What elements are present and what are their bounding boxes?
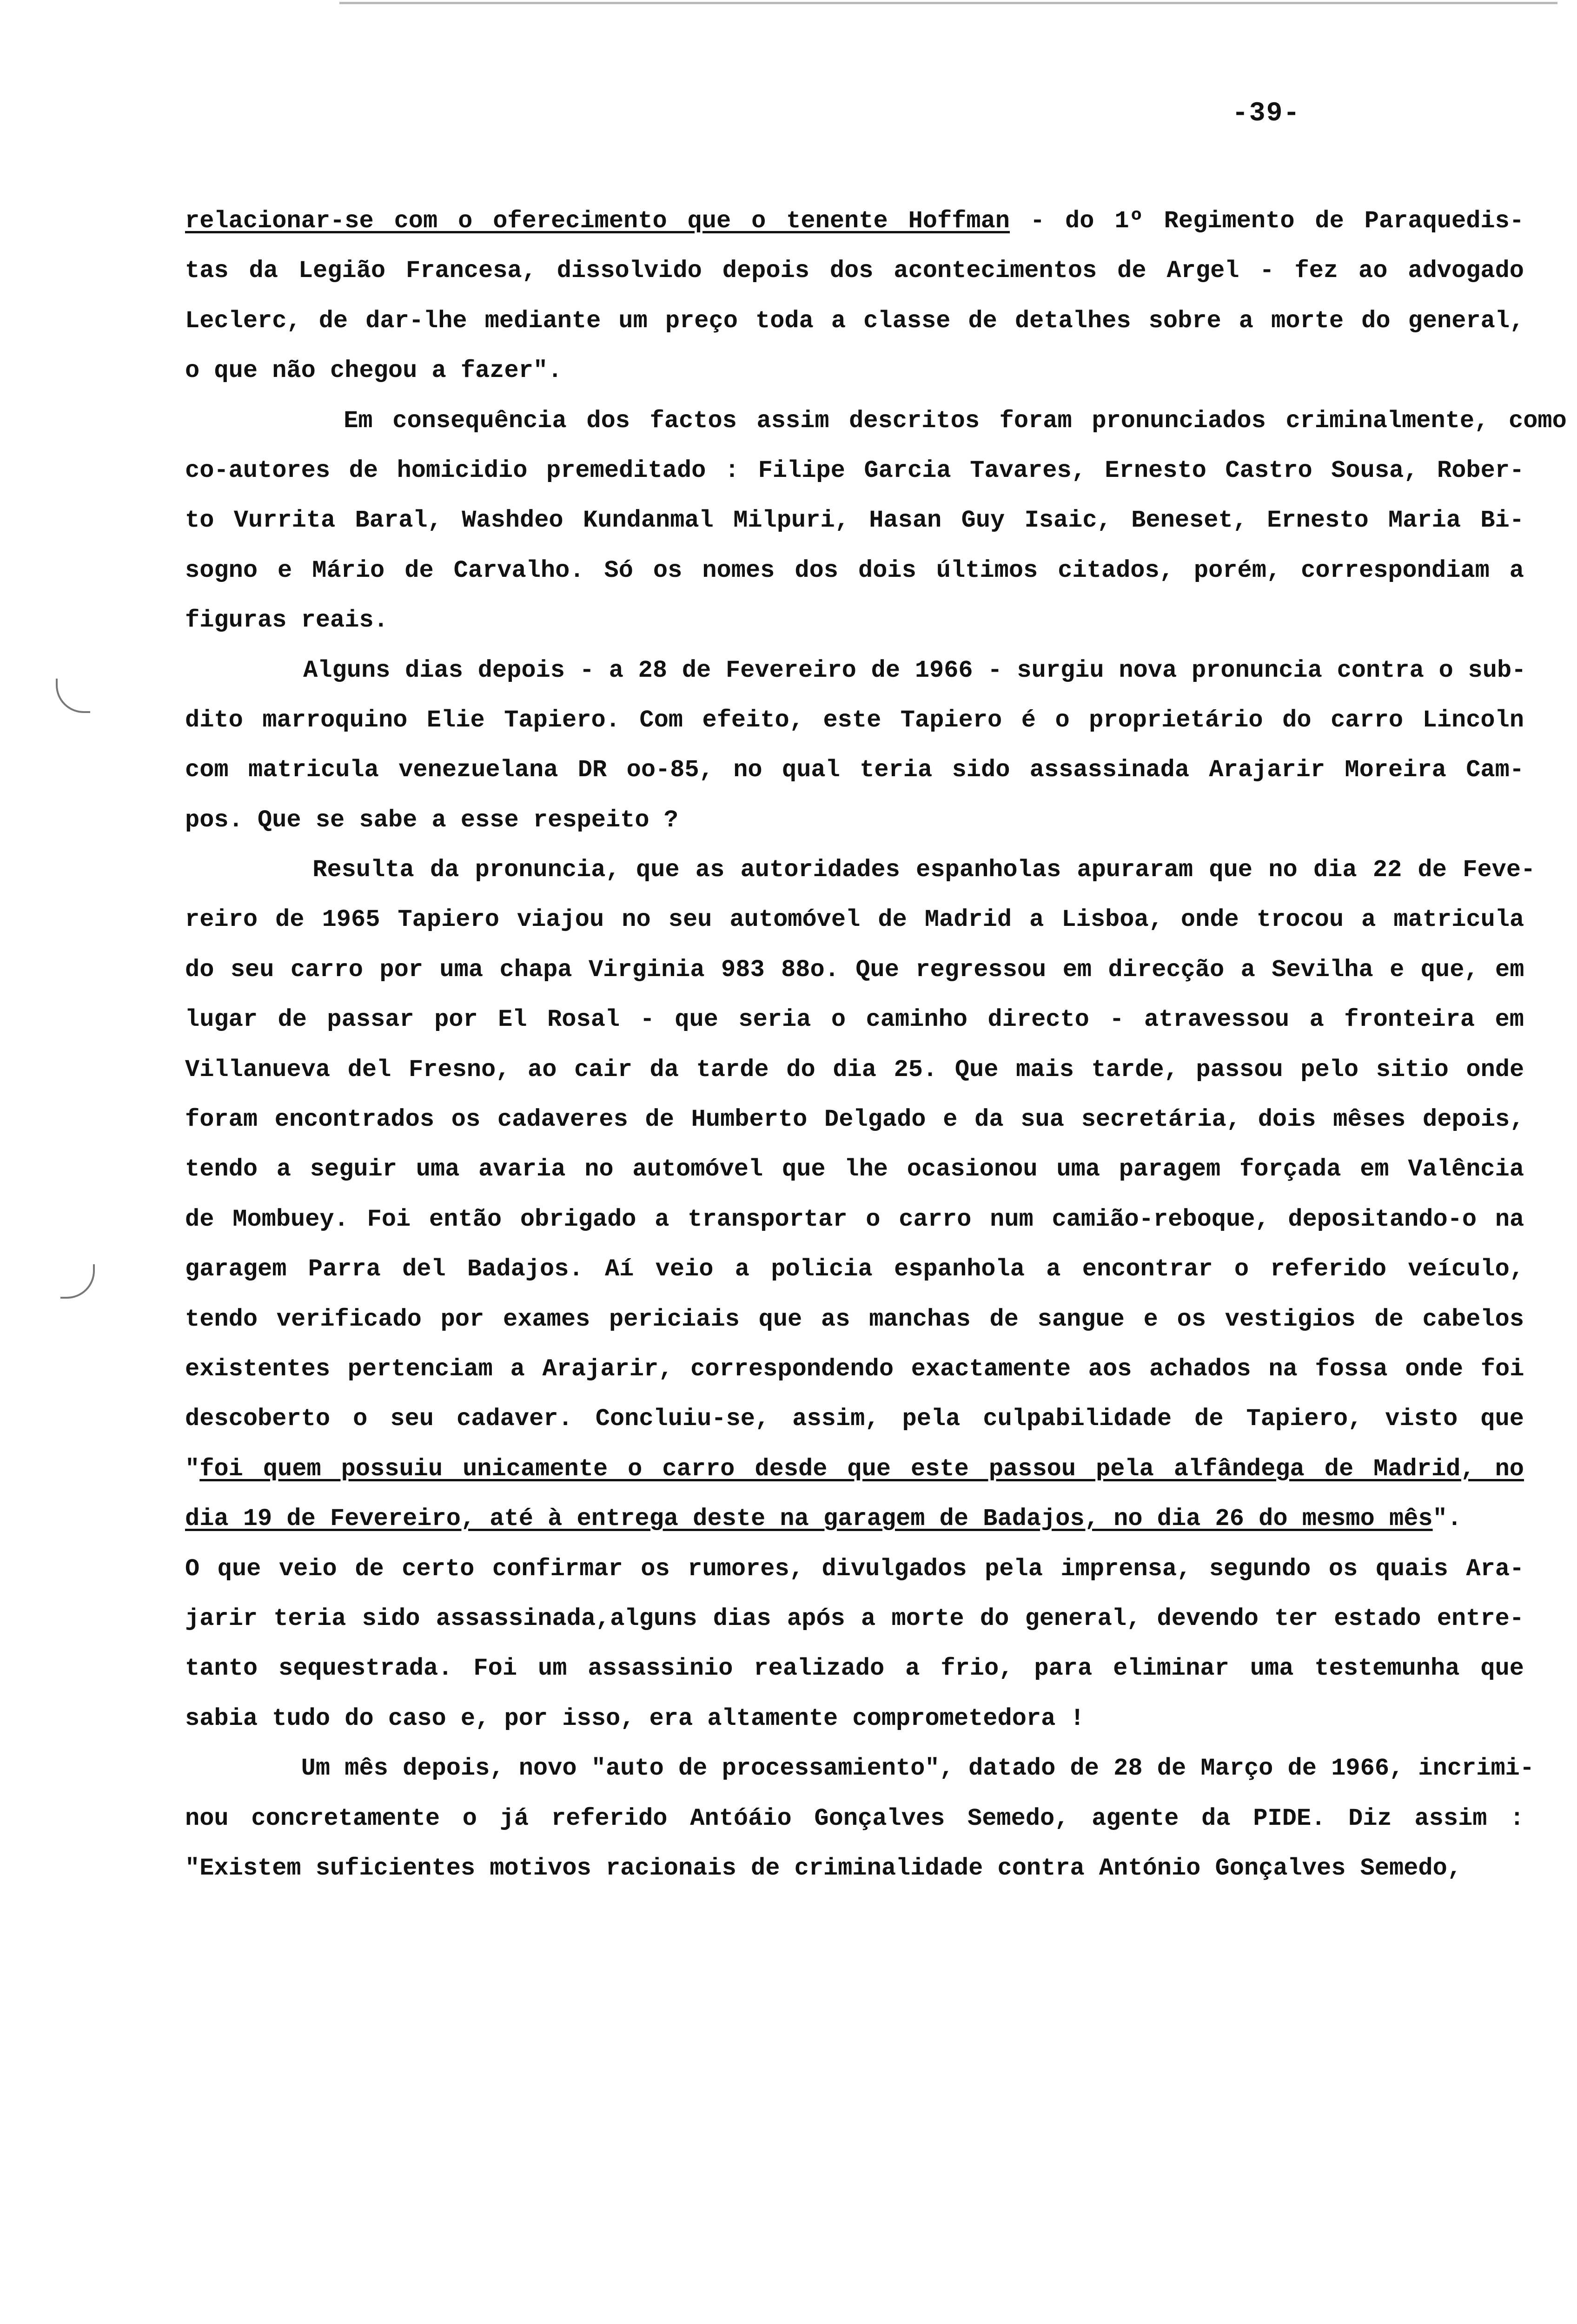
text-span: to Vurrita Baral, Washdeo Kundanmal Milpuri, Hasan Guy Isaic, Beneset, Ernesto Maria Bi- <box>185 507 1524 535</box>
text-line <box>185 246 1524 296</box>
text-span: Em consequência dos factos assim descritos foram pronunciados criminalmente, como <box>185 407 1567 435</box>
text-line <box>185 895 1524 944</box>
text-span: do seu carro por uma chapa Virginia 983 88o. Que regressou em direcção a Sevilha e que, em <box>185 956 1524 984</box>
text-span: tas da Legião Francesa, dissolvido depois dos acontecimentos de Argel - fez ao advogado <box>185 257 1524 285</box>
text-span: Resulta da pronuncia, que as autoridades espanholas apuraram que no dia 22 de Feve- <box>185 856 1536 884</box>
text-line <box>185 995 1524 1044</box>
text-line <box>185 1494 1524 1544</box>
text-line <box>185 1394 1524 1444</box>
text-line <box>185 1694 1524 1743</box>
underlined-text: foi quem possuiu unicamente o carro desde que este passou pela alfândega de Madrid, no <box>199 1455 1524 1483</box>
underlined-text: dia 19 de Fevereiro, até à entrega deste na garagem de Badajos, no dia 26 do mesmo mês <box>185 1505 1433 1533</box>
text-line <box>185 745 1524 795</box>
text-span: Villanueva del Fresno, ao cair da tarde do dia 25. Que mais tarde, passou pelo sitio onde <box>185 1056 1524 1083</box>
text-span: tendo verificado por exames periciais que as manchas de sangue e os vestigios de cabelos <box>185 1305 1524 1333</box>
text-line <box>185 1544 1524 1594</box>
text-span: tendo a seguir uma avaria no automóvel que lhe ocasionou uma paragem forçada em Valência <box>185 1155 1524 1183</box>
text-line <box>185 595 1524 645</box>
text-span: foram encontrados os cadaveres de Humberto Delgado e da sua secretária, dois mêses depois, <box>185 1106 1524 1134</box>
text-line <box>185 1743 1535 1793</box>
text-span: existentes pertenciam a Arajarir, correspondendo exactamente aos achados na fossa onde foi <box>185 1355 1524 1383</box>
text-line <box>185 546 1524 595</box>
text-span: ". <box>1432 1505 1462 1533</box>
text-line <box>185 1144 1524 1194</box>
text-span: O que veio de certo confirmar os rumores, divulgados pela imprensa, segundo os quais Ara- <box>185 1555 1524 1583</box>
text-line <box>185 1444 1524 1494</box>
text-span: lugar de passar por El Rosal - que seria o caminho directo - atravessou a fronteira em <box>185 1006 1524 1034</box>
text-span: sabia tudo do caso e, por isso, era altamente comprometedora ! <box>185 1704 1085 1732</box>
margin-mark <box>56 679 90 713</box>
text-span: pos. Que se sabe a esse respeito ? <box>185 806 678 834</box>
text-line <box>185 196 1524 246</box>
text-line <box>185 1045 1524 1095</box>
text-span: sogno e Mário de Carvalho. Só os nomes dos dois últimos citados, porém, correspondiam a <box>185 556 1524 584</box>
top-rule <box>339 2 1557 4</box>
text-line <box>185 296 1524 346</box>
text-span: "Existem suficientes motivos racionais de criminalidade contra António Gonçalves Semedo, <box>185 1854 1462 1882</box>
text-span: dito marroquino Elie Tapiero. Com efeito, este Tapiero é o proprietário do carro Lincoln <box>185 706 1524 734</box>
text-span: Alguns dias depois - a 28 de Fevereiro de 1966 - surgiu nova pronuncia contra o sub- <box>185 656 1526 684</box>
text-line <box>185 495 1524 545</box>
text-line <box>185 945 1524 995</box>
text-span: Um mês depois, novo "auto de processamiento", datado de 28 de Março de 1966, incrimi- <box>185 1755 1535 1783</box>
text-span: garagem Parra del Badajos. Aí veio a policia espanhola a encontrar o referido veículo, <box>185 1255 1524 1283</box>
body-text <box>185 196 1567 1893</box>
text-line <box>185 446 1524 495</box>
text-span: nou concretamente o já referido Antóáio Gonçalves Semedo, agente da PIDE. Diz assim : <box>185 1804 1524 1832</box>
text-span: jarir teria sido assassinada,alguns dias após a morte do general, devendo ter estado entre- <box>185 1604 1524 1632</box>
text-line <box>185 646 1524 695</box>
underlined-text: relacionar-se com o oferecimento que o tenente Hoffman <box>185 207 1010 235</box>
text-span: figuras reais. <box>185 607 388 634</box>
text-span: o que não chegou a fazer". <box>185 357 563 385</box>
text-span: co-autores de homicidio premeditado : Filipe Garcia Tavares, Ernesto Castro Sousa, Rober- <box>185 456 1524 484</box>
text-line <box>185 396 1567 446</box>
text-line <box>185 1594 1524 1644</box>
page-number: -39- <box>1232 99 1301 129</box>
text-line <box>185 1794 1524 1843</box>
text-line <box>185 1195 1524 1244</box>
text-span: reiro de 1965 Tapiero viajou no seu automóvel de Madrid a Lisboa, onde trocou a matricula <box>185 906 1524 934</box>
margin-mark <box>60 1264 95 1299</box>
text-line <box>185 1294 1524 1344</box>
text-span: " <box>185 1455 200 1483</box>
text-span: descoberto o seu cadaver. Concluiu-se, assim, pela culpabilidade de Tapiero, visto que <box>185 1405 1524 1433</box>
text-span: Leclerc, de dar-lhe mediante um preço toda a classe de detalhes sobre a morte do general, <box>185 307 1524 335</box>
text-line <box>185 1244 1524 1294</box>
text-span: - do 1º Regimento de Paraquedis- <box>1010 207 1524 235</box>
text-line <box>185 1095 1524 1144</box>
text-span: tanto sequestrada. Foi um assassinio realizado a frio, para eliminar uma testemunha que <box>185 1655 1524 1683</box>
text-line <box>185 1843 1524 1893</box>
text-line <box>185 845 1536 895</box>
text-span: com matricula venezuelana DR oo-85, no qual teria sido assassinada Arajarir Moreira Cam- <box>185 756 1524 784</box>
text-line <box>185 1344 1524 1394</box>
text-line <box>185 1644 1524 1693</box>
text-span: de Mombuey. Foi então obrigado a transportar o carro num camião-reboque, depositando-o na <box>185 1205 1524 1233</box>
text-line <box>185 795 1524 845</box>
text-line <box>185 695 1524 745</box>
text-line <box>185 346 1524 396</box>
